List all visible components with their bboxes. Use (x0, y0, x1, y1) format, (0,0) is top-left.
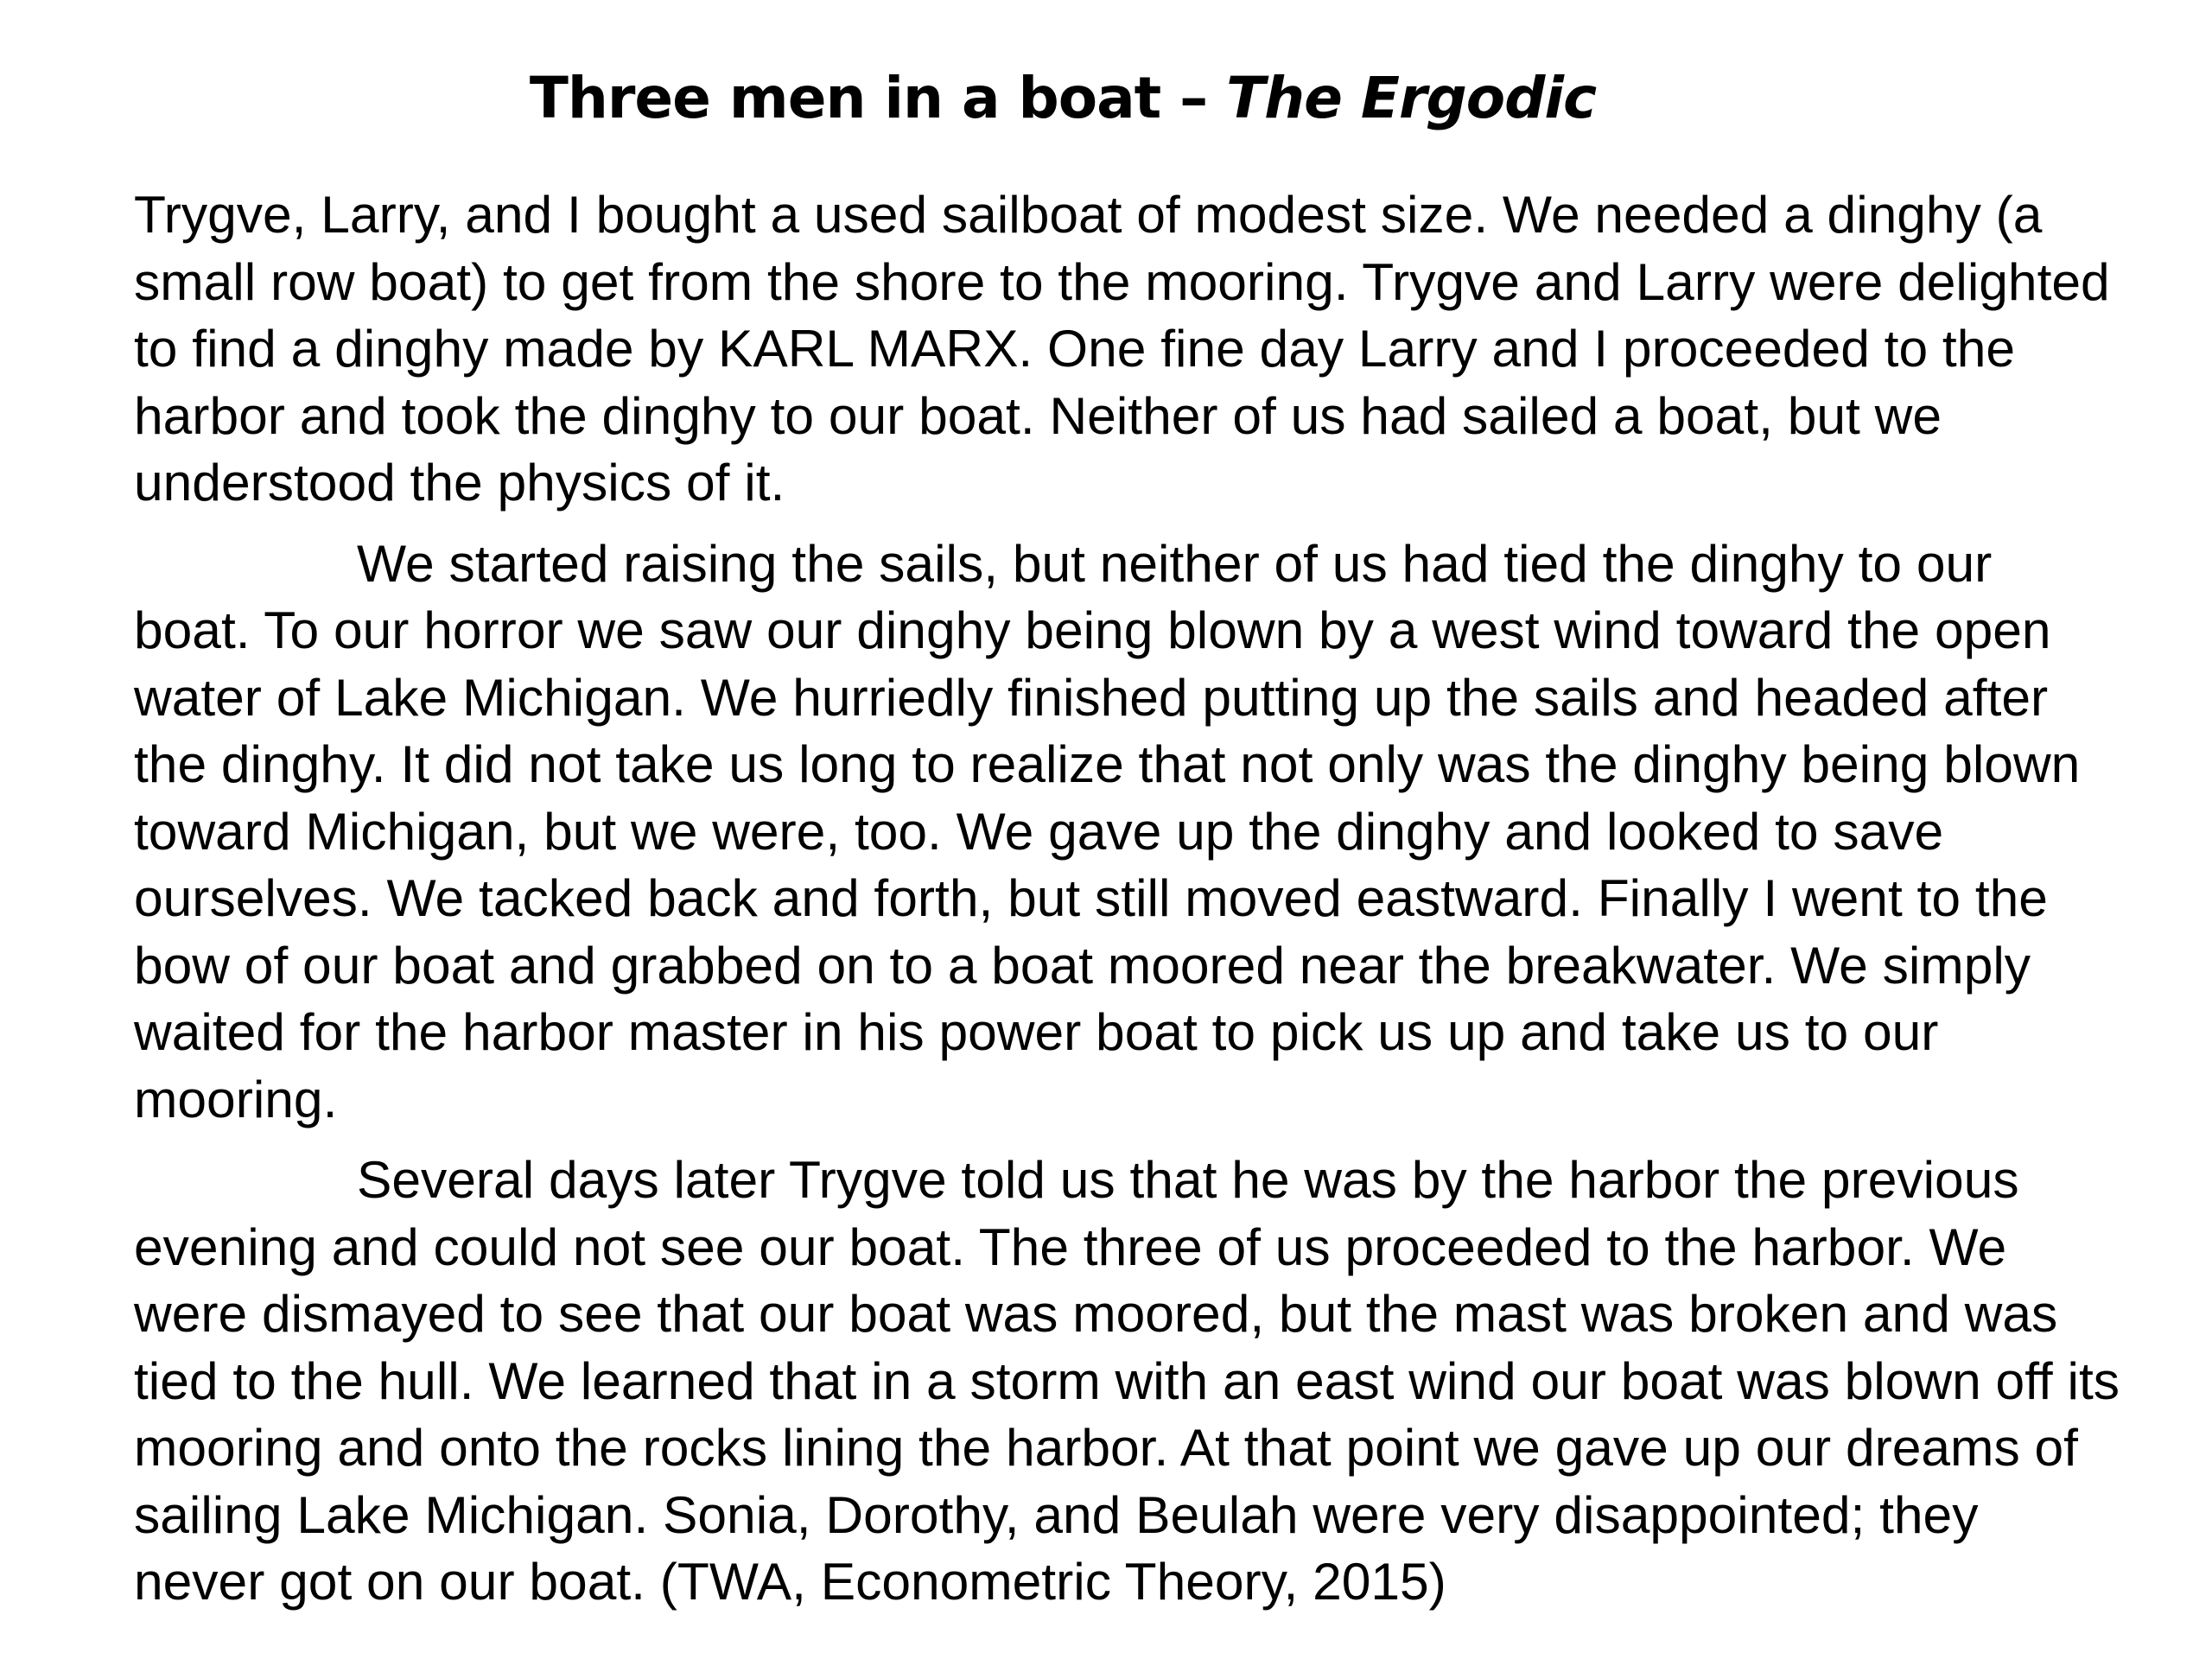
paragraph-1: Trygve, Larry, and I bought a used sailboat of modest size. We needed a dinghy (a small row boat) to get from the shore to the mooring. Trygve and Larry were delighted to find a dinghy made by KARL MARX. One fine day Larry and I proceeded to the harbor and took the dinghy to our boat. Neither of us had sailed a boat, but we understood the physics of it. (134, 185, 2110, 512)
page-title (0, 57, 2126, 140)
body-text (134, 181, 2121, 1630)
paragraph-3: Several days later Trygve told us that he was by the harbor the previous evening and could not see our boat. The three of us proceeded to the harbor. We were dismayed to see that our boat was moored, but the mast was broken and was tied to the hull. We learned that in a storm with an east wind our boat was blown off its mooring and onto the rocks lining the harbor. At that point we gave up our dreams of sailing Lake Michigan. Sonia, Dorothy, and Beulah were very disappointed; they never got on our boat. (TWA, Econometric Theory, 2015) (134, 1150, 2120, 1611)
title-italic: The Ergodic (1226, 65, 1597, 131)
title-main: Three men in a boat – (529, 65, 1227, 131)
paragraph-2: We started raising the sails, but neither of us had tied the dinghy to our boat. To our horror we saw our dinghy being blown by a west wind toward the open water of Lake Michigan. We hurriedly finished putting up the sails and headed after the dinghy. It did not take us long to realize that not only was the dinghy being blown toward Michigan, but we were, too. We gave up the dinghy and looked to save ourselves. We tacked back and forth, but still moved eastward. Finally I went to the bow of our boat and grabbed on to a boat moored near the breakwater. We simply waited for the harbor master in his power boat to pick us up and take us to our mooring. (134, 533, 2081, 1128)
